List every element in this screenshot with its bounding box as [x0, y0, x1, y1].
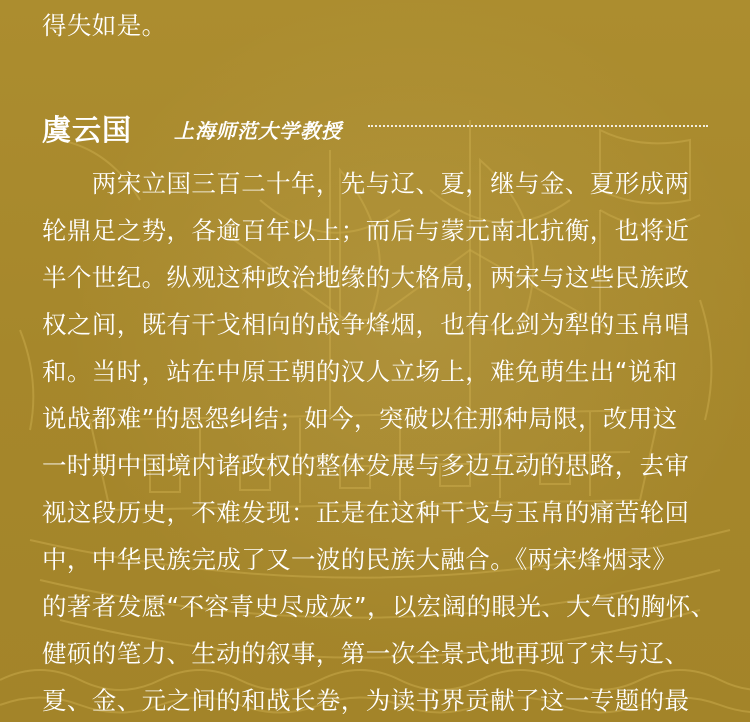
- paragraph-line: 的著者发愿“不容青史尽成灰”，以宏阔的眼光、大气的胸怀、: [42, 592, 716, 621]
- paragraph-line: 和。当时，站在中原王朝的汉人立场上，难免萌生出“说和: [42, 357, 678, 386]
- paragraph-line: 权之间，既有干戈相向的战争烽烟，也有化剑为犁的玉帛唱: [42, 310, 690, 339]
- paragraph-line: 说战都难”的恩怨纠结；如今，突破以往那种局限，改用这: [42, 404, 678, 433]
- paragraph-line: 中，中华民族完成了又一波的民族大融合。《两宋烽烟录》: [42, 545, 678, 574]
- author-header: [42, 108, 712, 152]
- paragraph-line: 健硕的笔力、生动的叙事，第一次全景式地再现了宋与辽、: [42, 639, 690, 668]
- paragraph-line: 两宋立国三百二十年，先与辽、夏，继与金、夏形成两: [42, 169, 690, 198]
- paragraph-line: 夏、金、元之间的和战长卷，为读书界贡献了这一专题的最: [42, 686, 690, 715]
- paragraph-line: 轮鼎足之势，各逾百年以上；而后与蒙元南北抗衡，也将近: [42, 216, 690, 245]
- lead-text-line: 得失如是。: [42, 11, 167, 40]
- author-name: 虞云国: [42, 113, 133, 147]
- author-title: 上海师范大学教授: [174, 119, 342, 143]
- paragraph-line: 一时期中国境内诸政权的整体发展与多边互动的思路，去审: [42, 451, 690, 480]
- dotted-divider: [368, 125, 708, 127]
- paragraph-line: 视这段历史，不难发现：正是在这种干戈与玉帛的痛苦轮回: [42, 498, 690, 527]
- paragraph-line: 半个世纪。纵观这种政治地缘的大格局，两宋与这些民族政: [42, 263, 690, 292]
